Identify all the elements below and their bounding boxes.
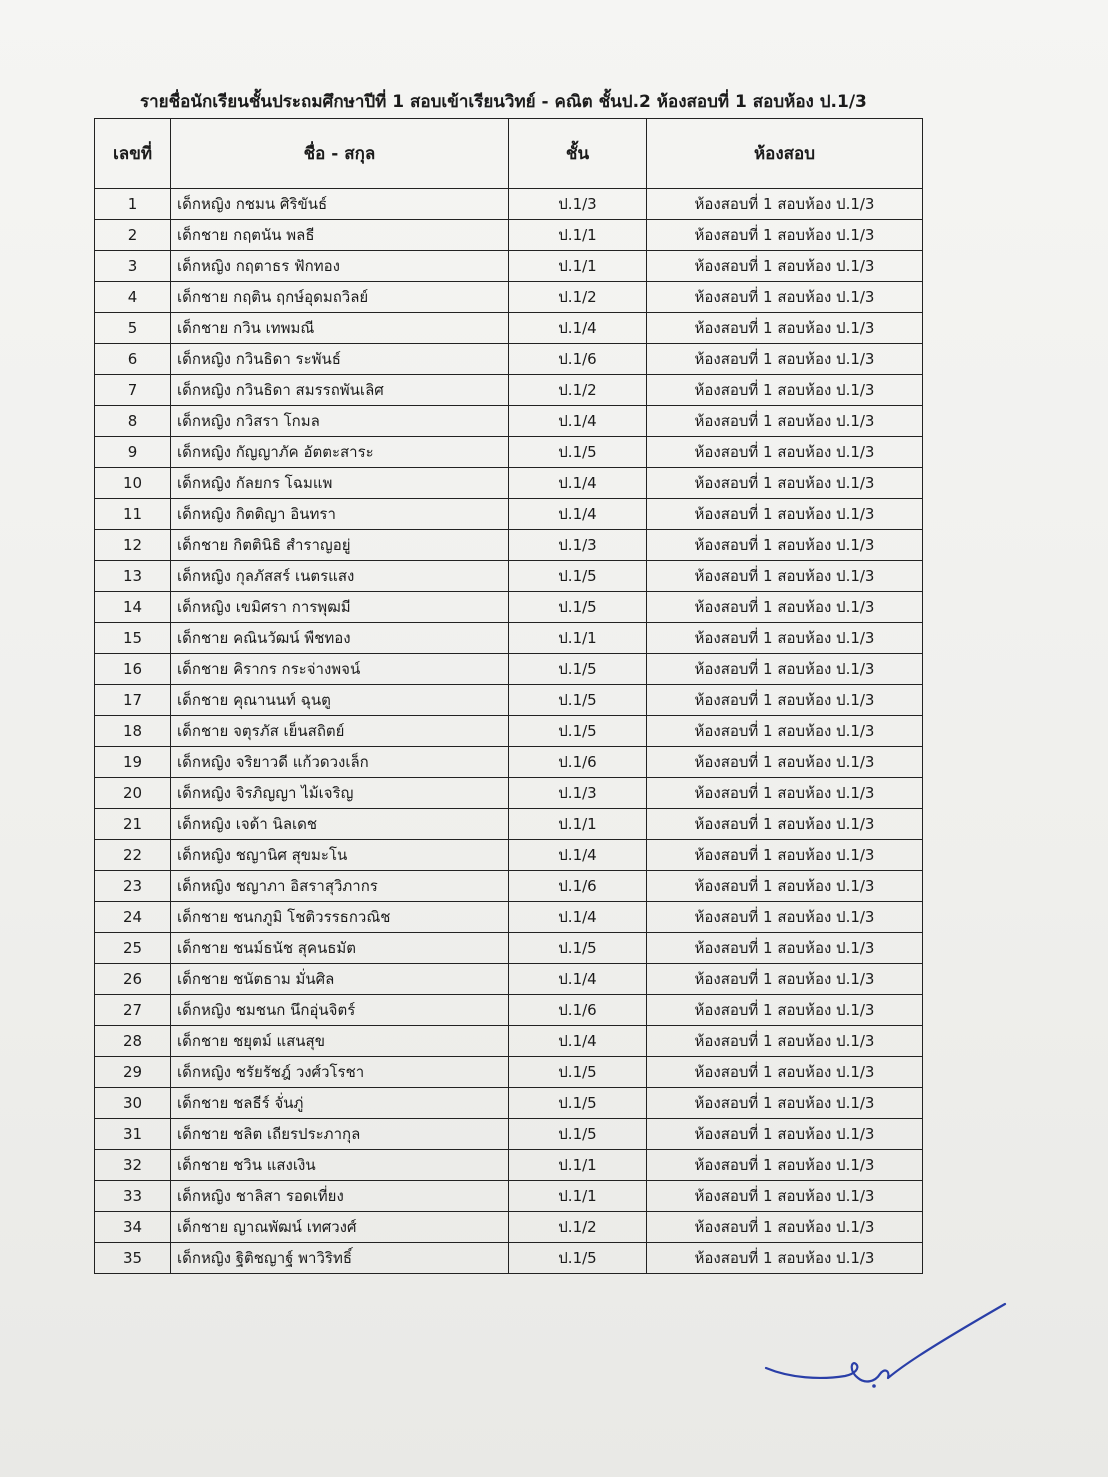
row-class: ป.1/2 bbox=[509, 375, 647, 406]
row-no: 15 bbox=[95, 623, 171, 654]
row-name: เด็กชาย กวิน เทพมณี bbox=[171, 313, 509, 344]
row-name: เด็กชาย กิตตินิธิ สำราญอยู่ bbox=[171, 530, 509, 561]
row-room: ห้องสอบที่ 1 สอบห้อง ป.1/3 bbox=[647, 437, 923, 468]
table-row bbox=[95, 375, 923, 406]
row-no: 14 bbox=[95, 592, 171, 623]
row-room: ห้องสอบที่ 1 สอบห้อง ป.1/3 bbox=[647, 592, 923, 623]
table-row bbox=[95, 313, 923, 344]
header-no: เลขที่ bbox=[95, 119, 171, 189]
row-name: เด็กหญิง จิรภิญญา ไม้เจริญ bbox=[171, 778, 509, 809]
row-no: 4 bbox=[95, 282, 171, 313]
row-no: 27 bbox=[95, 995, 171, 1026]
row-no: 35 bbox=[95, 1243, 171, 1274]
row-name: เด็กชาย กฤติน ฤกษ์อุดมถวิลย์ bbox=[171, 282, 509, 313]
table-row bbox=[95, 623, 923, 654]
row-name: เด็กชาย ชวิน แสงเงิน bbox=[171, 1150, 509, 1181]
table-row bbox=[95, 1243, 923, 1274]
row-class: ป.1/2 bbox=[509, 1212, 647, 1243]
row-name: เด็กชาย คุณานนท์ ฉุนตู bbox=[171, 685, 509, 716]
row-room: ห้องสอบที่ 1 สอบห้อง ป.1/3 bbox=[647, 561, 923, 592]
row-name: เด็กหญิง เขมิศรา การพุฒมี bbox=[171, 592, 509, 623]
row-class: ป.1/5 bbox=[509, 654, 647, 685]
row-class: ป.1/3 bbox=[509, 189, 647, 220]
row-name: เด็กหญิง ชรัยรัชฎ์ วงศ์วโรชา bbox=[171, 1057, 509, 1088]
table-row bbox=[95, 902, 923, 933]
row-class: ป.1/1 bbox=[509, 1150, 647, 1181]
table-row bbox=[95, 189, 923, 220]
row-class: ป.1/5 bbox=[509, 437, 647, 468]
row-no: 30 bbox=[95, 1088, 171, 1119]
table-row bbox=[95, 685, 923, 716]
row-name: เด็กชาย ชนม์ธนัช สุคนธมัต bbox=[171, 933, 509, 964]
row-class: ป.1/5 bbox=[509, 561, 647, 592]
row-room: ห้องสอบที่ 1 สอบห้อง ป.1/3 bbox=[647, 995, 923, 1026]
row-name: เด็กชาย กฤตนัน พลธี bbox=[171, 220, 509, 251]
row-name: เด็กหญิง จริยาวดี แก้วดวงเล็ก bbox=[171, 747, 509, 778]
row-room: ห้องสอบที่ 1 สอบห้อง ป.1/3 bbox=[647, 809, 923, 840]
row-class: ป.1/5 bbox=[509, 1119, 647, 1150]
row-name: เด็กชาย ชยุตม์ แสนสุข bbox=[171, 1026, 509, 1057]
table-row bbox=[95, 747, 923, 778]
row-room: ห้องสอบที่ 1 สอบห้อง ป.1/3 bbox=[647, 964, 923, 995]
row-no: 9 bbox=[95, 437, 171, 468]
row-class: ป.1/5 bbox=[509, 933, 647, 964]
row-no: 2 bbox=[95, 220, 171, 251]
row-room: ห้องสอบที่ 1 สอบห้อง ป.1/3 bbox=[647, 282, 923, 313]
row-no: 33 bbox=[95, 1181, 171, 1212]
row-room: ห้องสอบที่ 1 สอบห้อง ป.1/3 bbox=[647, 871, 923, 902]
table-header-row bbox=[95, 119, 923, 189]
row-class: ป.1/6 bbox=[509, 871, 647, 902]
table-row bbox=[95, 251, 923, 282]
row-name: เด็กหญิง กิตติญา อินทรา bbox=[171, 499, 509, 530]
row-name: เด็กหญิง กัญญาภัค อัตตะสาระ bbox=[171, 437, 509, 468]
row-room: ห้องสอบที่ 1 สอบห้อง ป.1/3 bbox=[647, 220, 923, 251]
row-class: ป.1/6 bbox=[509, 747, 647, 778]
row-no: 24 bbox=[95, 902, 171, 933]
row-room: ห้องสอบที่ 1 สอบห้อง ป.1/3 bbox=[647, 375, 923, 406]
row-no: 6 bbox=[95, 344, 171, 375]
header-room: ห้องสอบ bbox=[647, 119, 923, 189]
row-class: ป.1/1 bbox=[509, 220, 647, 251]
row-class: ป.1/4 bbox=[509, 840, 647, 871]
row-name: เด็กหญิง ชาลิสา รอดเที่ยง bbox=[171, 1181, 509, 1212]
table-row bbox=[95, 437, 923, 468]
table-row bbox=[95, 1181, 923, 1212]
row-no: 25 bbox=[95, 933, 171, 964]
row-no: 11 bbox=[95, 499, 171, 530]
row-name: เด็กชาย คิรากร กระจ่างพจน์ bbox=[171, 654, 509, 685]
row-room: ห้องสอบที่ 1 สอบห้อง ป.1/3 bbox=[647, 1088, 923, 1119]
row-class: ป.1/1 bbox=[509, 1181, 647, 1212]
row-name: เด็กหญิง เจด้า นิลเดช bbox=[171, 809, 509, 840]
row-no: 10 bbox=[95, 468, 171, 499]
row-no: 28 bbox=[95, 1026, 171, 1057]
row-class: ป.1/5 bbox=[509, 1243, 647, 1274]
row-class: ป.1/4 bbox=[509, 406, 647, 437]
row-no: 18 bbox=[95, 716, 171, 747]
row-no: 21 bbox=[95, 809, 171, 840]
row-no: 17 bbox=[95, 685, 171, 716]
row-name: เด็กชาย จตุรภัส เย็นสถิตย์ bbox=[171, 716, 509, 747]
row-name: เด็กชาย ชนัตธาม มั่นศิล bbox=[171, 964, 509, 995]
row-room: ห้องสอบที่ 1 สอบห้อง ป.1/3 bbox=[647, 1243, 923, 1274]
table-row bbox=[95, 1026, 923, 1057]
row-no: 19 bbox=[95, 747, 171, 778]
row-no: 20 bbox=[95, 778, 171, 809]
table-row bbox=[95, 561, 923, 592]
row-name: เด็กชาย ชนกภูมิ โชติวรรธกวณิช bbox=[171, 902, 509, 933]
row-class: ป.1/1 bbox=[509, 251, 647, 282]
row-room: ห้องสอบที่ 1 สอบห้อง ป.1/3 bbox=[647, 933, 923, 964]
row-room: ห้องสอบที่ 1 สอบห้อง ป.1/3 bbox=[647, 189, 923, 220]
row-name: เด็กหญิง กฤตาธร ฟักทอง bbox=[171, 251, 509, 282]
table-row bbox=[95, 1057, 923, 1088]
table-row bbox=[95, 809, 923, 840]
row-room: ห้องสอบที่ 1 สอบห้อง ป.1/3 bbox=[647, 1026, 923, 1057]
row-class: ป.1/5 bbox=[509, 1057, 647, 1088]
row-room: ห้องสอบที่ 1 สอบห้อง ป.1/3 bbox=[647, 716, 923, 747]
row-name: เด็กชาย ชลธีร์ จั่นภู่ bbox=[171, 1088, 509, 1119]
row-name: เด็กหญิง กชมน ศิริขันธ์ bbox=[171, 189, 509, 220]
table-row bbox=[95, 468, 923, 499]
row-room: ห้องสอบที่ 1 สอบห้อง ป.1/3 bbox=[647, 406, 923, 437]
row-class: ป.1/4 bbox=[509, 468, 647, 499]
row-class: ป.1/4 bbox=[509, 1026, 647, 1057]
table-row bbox=[95, 1150, 923, 1181]
table-row bbox=[95, 1212, 923, 1243]
row-no: 7 bbox=[95, 375, 171, 406]
header-class: ชั้น bbox=[509, 119, 647, 189]
row-room: ห้องสอบที่ 1 สอบห้อง ป.1/3 bbox=[647, 685, 923, 716]
row-room: ห้องสอบที่ 1 สอบห้อง ป.1/3 bbox=[647, 1181, 923, 1212]
row-class: ป.1/3 bbox=[509, 530, 647, 561]
row-room: ห้องสอบที่ 1 สอบห้อง ป.1/3 bbox=[647, 902, 923, 933]
table-body bbox=[95, 189, 923, 1274]
student-table bbox=[94, 118, 923, 1274]
table-row bbox=[95, 499, 923, 530]
table-row bbox=[95, 964, 923, 995]
row-class: ป.1/2 bbox=[509, 282, 647, 313]
row-room: ห้องสอบที่ 1 สอบห้อง ป.1/3 bbox=[647, 623, 923, 654]
row-no: 1 bbox=[95, 189, 171, 220]
row-room: ห้องสอบที่ 1 สอบห้อง ป.1/3 bbox=[647, 778, 923, 809]
row-class: ป.1/4 bbox=[509, 902, 647, 933]
row-class: ป.1/5 bbox=[509, 716, 647, 747]
row-class: ป.1/3 bbox=[509, 778, 647, 809]
signature bbox=[760, 1298, 1010, 1393]
row-room: ห้องสอบที่ 1 สอบห้อง ป.1/3 bbox=[647, 1150, 923, 1181]
row-no: 23 bbox=[95, 871, 171, 902]
row-class: ป.1/1 bbox=[509, 809, 647, 840]
row-no: 5 bbox=[95, 313, 171, 344]
row-name: เด็กชาย ชลิต เถียรประภากุล bbox=[171, 1119, 509, 1150]
row-no: 31 bbox=[95, 1119, 171, 1150]
table-row bbox=[95, 995, 923, 1026]
row-name: เด็กหญิง ชมชนก นึกอุ่นจิตร์ bbox=[171, 995, 509, 1026]
table-row bbox=[95, 778, 923, 809]
table-row bbox=[95, 406, 923, 437]
row-name: เด็กหญิง กุลภัสสร์ เนตรแสง bbox=[171, 561, 509, 592]
header-name: ชื่อ - สกุล bbox=[171, 119, 509, 189]
row-room: ห้องสอบที่ 1 สอบห้อง ป.1/3 bbox=[647, 530, 923, 561]
row-name: เด็กชาย ญาณพัฒน์ เทศวงศ์ bbox=[171, 1212, 509, 1243]
table-row bbox=[95, 654, 923, 685]
row-class: ป.1/5 bbox=[509, 592, 647, 623]
table-row bbox=[95, 871, 923, 902]
row-name: เด็กหญิง ฐิติชญาฐ์ พาวิริทธิ์ bbox=[171, 1243, 509, 1274]
row-no: 16 bbox=[95, 654, 171, 685]
row-room: ห้องสอบที่ 1 สอบห้อง ป.1/3 bbox=[647, 1119, 923, 1150]
row-class: ป.1/5 bbox=[509, 1088, 647, 1119]
row-no: 12 bbox=[95, 530, 171, 561]
row-name: เด็กหญิง ชญานิศ สุขมะโน bbox=[171, 840, 509, 871]
row-room: ห้องสอบที่ 1 สอบห้อง ป.1/3 bbox=[647, 654, 923, 685]
row-name: เด็กหญิง กัลยกร โฉมแพ bbox=[171, 468, 509, 499]
table-row bbox=[95, 716, 923, 747]
row-class: ป.1/1 bbox=[509, 623, 647, 654]
row-room: ห้องสอบที่ 1 สอบห้อง ป.1/3 bbox=[647, 1212, 923, 1243]
row-no: 26 bbox=[95, 964, 171, 995]
row-no: 34 bbox=[95, 1212, 171, 1243]
row-room: ห้องสอบที่ 1 สอบห้อง ป.1/3 bbox=[647, 1057, 923, 1088]
row-room: ห้องสอบที่ 1 สอบห้อง ป.1/3 bbox=[647, 344, 923, 375]
table-row bbox=[95, 1088, 923, 1119]
table-row bbox=[95, 220, 923, 251]
row-room: ห้องสอบที่ 1 สอบห้อง ป.1/3 bbox=[647, 499, 923, 530]
table-row bbox=[95, 282, 923, 313]
row-room: ห้องสอบที่ 1 สอบห้อง ป.1/3 bbox=[647, 840, 923, 871]
table-row bbox=[95, 1119, 923, 1150]
row-no: 3 bbox=[95, 251, 171, 282]
row-no: 29 bbox=[95, 1057, 171, 1088]
row-class: ป.1/5 bbox=[509, 685, 647, 716]
table-row bbox=[95, 840, 923, 871]
row-no: 32 bbox=[95, 1150, 171, 1181]
page-title: รายชื่อนักเรียนชั้นประถมศึกษาปีที่ 1 สอบเข้าเรียนวิทย์ - คณิต ชั้นป.2 ห้องสอบที่ 1 สอบห้อง ป.1/3 bbox=[140, 92, 867, 112]
row-room: ห้องสอบที่ 1 สอบห้อง ป.1/3 bbox=[647, 313, 923, 344]
table-row bbox=[95, 530, 923, 561]
row-name: เด็กหญิง ชญาภา อิสราสุวิภากร bbox=[171, 871, 509, 902]
row-name: เด็กหญิง กวินธิดา สมรรถพันเลิศ bbox=[171, 375, 509, 406]
table-row bbox=[95, 592, 923, 623]
row-name: เด็กชาย คณินวัฒน์ พืชทอง bbox=[171, 623, 509, 654]
row-no: 13 bbox=[95, 561, 171, 592]
row-no: 8 bbox=[95, 406, 171, 437]
row-name: เด็กหญิง กวิสรา โกมล bbox=[171, 406, 509, 437]
row-class: ป.1/4 bbox=[509, 313, 647, 344]
row-room: ห้องสอบที่ 1 สอบห้อง ป.1/3 bbox=[647, 468, 923, 499]
row-no: 22 bbox=[95, 840, 171, 871]
table-row bbox=[95, 933, 923, 964]
row-name: เด็กหญิง กวินธิดา ระพันธ์ bbox=[171, 344, 509, 375]
row-room: ห้องสอบที่ 1 สอบห้อง ป.1/3 bbox=[647, 747, 923, 778]
row-class: ป.1/6 bbox=[509, 995, 647, 1026]
row-class: ป.1/4 bbox=[509, 964, 647, 995]
row-class: ป.1/6 bbox=[509, 344, 647, 375]
row-room: ห้องสอบที่ 1 สอบห้อง ป.1/3 bbox=[647, 251, 923, 282]
table-row bbox=[95, 344, 923, 375]
row-class: ป.1/4 bbox=[509, 499, 647, 530]
